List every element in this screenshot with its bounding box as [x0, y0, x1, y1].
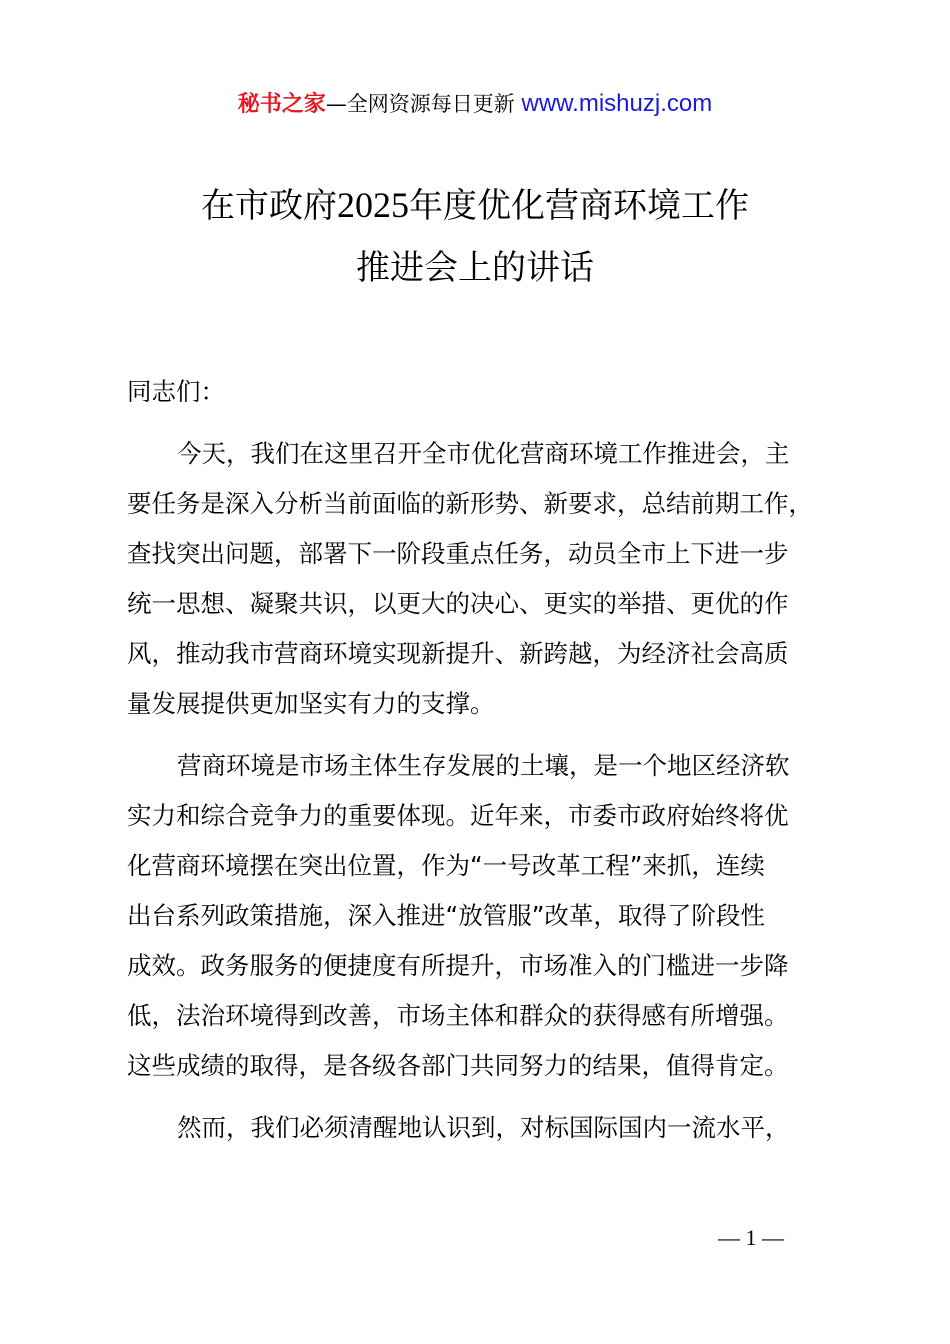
paragraph-2: [127, 741, 867, 1091]
title-text: 在市政府: [201, 186, 337, 226]
title-year: 2025: [337, 185, 409, 225]
site-url-link[interactable]: www.mishuzj.com: [521, 90, 713, 117]
text-line: 风，推动我市营商环境实现新提升、新跨越，为经济社会高质: [127, 639, 789, 668]
text-line: 统一思想、凝聚共识，以更大的决心、更实的举措、更优的作: [127, 589, 789, 618]
title-text: 年度优化营商环境工作: [409, 186, 749, 226]
text-line: 化营商环境摆在突出位置，作为“一号改革工程”来抓，连续: [127, 851, 765, 880]
banner-tagline: —全网资源每日更新: [325, 92, 522, 116]
text-line: 低，法治环境得到改善，市场主体和群众的获得感有所增强。: [127, 1001, 789, 1030]
site-banner: [0, 88, 950, 121]
document-title-line-1: [0, 185, 950, 226]
text-line: 成效。政务服务的便捷度有所提升，市场准入的门槛进一步降: [127, 951, 789, 980]
text-line: 这些成绩的取得，是各级各部门共同努力的结果，值得肯定。: [127, 1051, 789, 1080]
brand-name: 秘书之家: [237, 92, 326, 117]
document-title-line-2: 推进会上的讲话: [356, 248, 594, 288]
text-line: 营商环境是市场主体生存发展的土壤，是一个地区经济软: [177, 751, 790, 780]
text-line: 要任务是深入分析当前面临的新形势、新要求，总结前期工作，: [127, 489, 813, 518]
paragraph-1: [127, 429, 867, 729]
paragraph-3: [127, 1103, 867, 1153]
text-line: 出台系列政策措施，深入推进“放管服”改革，取得了阶段性: [127, 901, 765, 930]
text-line: 量发展提供更加坚实有力的支撑。: [127, 689, 495, 718]
document-body: [127, 367, 867, 1153]
page-number: — 1 —: [718, 1225, 784, 1250]
text-line: 今天，我们在这里召开全市优化营商环境工作推进会，主: [177, 439, 790, 468]
salutation: 同志们：: [127, 377, 225, 406]
text-line: 查找突出问题，部署下一阶段重点任务，动员全市上下进一步: [127, 539, 789, 568]
text-line: 实力和综合竞争力的重要体现。近年来，市委市政府始终将优: [127, 801, 789, 830]
text-line: 然而，我们必须清醒地认识到，对标国际国内一流水平，: [177, 1113, 790, 1142]
